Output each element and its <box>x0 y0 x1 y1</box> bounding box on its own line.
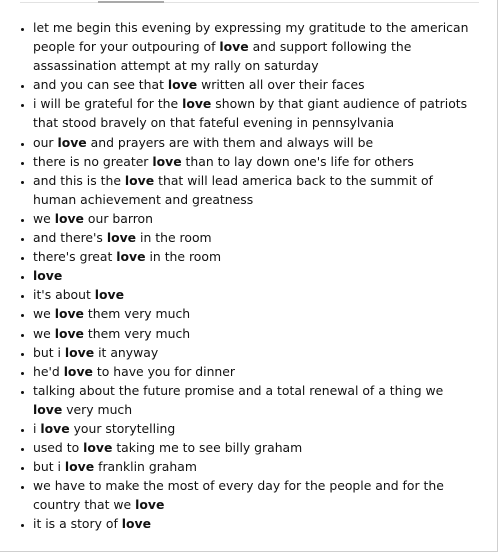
keyword-highlight: love <box>54 210 84 226</box>
list-item: • but i love franklin graham <box>33 457 473 476</box>
keyword-highlight: love <box>116 249 146 265</box>
list-item: • talking about the future promise and a total renewal of a thing we love very much <box>33 381 473 419</box>
list-item: • but i love it anyway <box>33 343 473 362</box>
list-item: • and you can see that love written all over their faces <box>33 75 473 94</box>
keyword-highlight: love <box>124 172 155 188</box>
keyword-highlight: love <box>63 363 93 379</box>
list-item: • i will be grateful for the love shown by that giant audience of patriots that stood bravely on that fateful evening in pennsylvania <box>33 94 473 132</box>
list-item: • and this is the love that will lead america back to the summit of human achievement and greatness <box>33 171 473 209</box>
keyword-highlight: love <box>54 325 84 341</box>
list-item: • and there's love in the room <box>33 228 473 247</box>
list-item: • it is a story of love <box>33 514 473 533</box>
keyword-highlight: love <box>182 96 212 112</box>
keyword-highlight: love <box>135 497 165 513</box>
keyword-highlight: love <box>33 268 63 284</box>
list-item: • i love your storytelling <box>33 419 473 438</box>
keyword-highlight: love <box>64 459 95 475</box>
keyword-highlight: love <box>121 516 151 532</box>
quote-list <box>0 18 473 534</box>
list-item: • we love our barron <box>33 209 473 228</box>
list-item: • he'd love to have you for dinner <box>33 362 473 381</box>
keyword-highlight: love <box>64 344 95 360</box>
scroll-indicator[interactable] <box>98 1 164 3</box>
keyword-highlight: love <box>40 420 70 436</box>
keyword-highlight: love <box>152 153 182 169</box>
list-item: • let me begin this evening by expressing my gratitude to the american people for your outpouring of love and support following the assassination attempt at my rally on saturday <box>33 18 473 75</box>
list-item: • we love them very much <box>33 304 473 323</box>
list-item: • used to love taking me to see billy graham <box>33 438 473 457</box>
keyword-highlight: love <box>83 440 113 456</box>
top-divider <box>20 2 479 3</box>
keyword-highlight: love <box>167 77 198 93</box>
list-item <box>33 266 473 285</box>
keyword-highlight: love <box>106 230 137 246</box>
list-item: • we have to make the most of every day for the people and for the country that we love <box>33 476 473 514</box>
keyword-highlight: love <box>54 306 84 322</box>
list-item: • there is no greater love than to lay down one's life for others <box>33 152 473 171</box>
keyword-highlight: love <box>57 134 87 150</box>
list-item: • our love and prayers are with them and always will be <box>33 133 473 152</box>
list-item: • it's about love <box>33 285 473 304</box>
list-item: • we love them very much <box>33 324 473 343</box>
keyword-highlight: love <box>219 39 249 55</box>
list-item: • there's great love in the room <box>33 247 473 266</box>
keyword-highlight: love <box>33 401 63 417</box>
keyword-highlight: love <box>94 287 125 303</box>
